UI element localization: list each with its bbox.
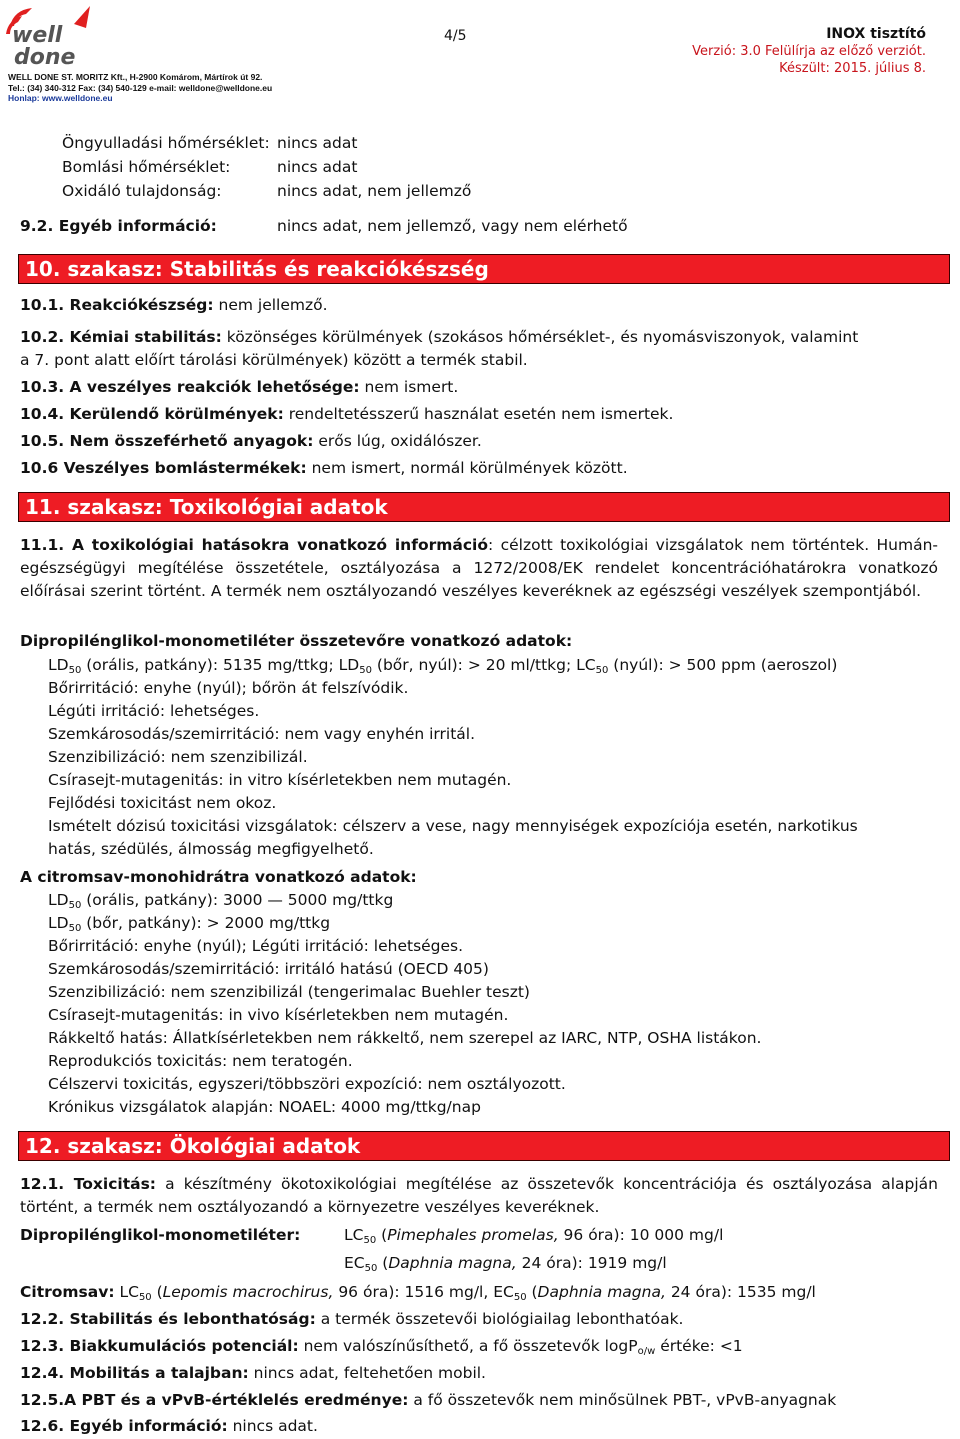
dpm-heading: Dipropilénglikol-monometiléter összetevőre vonatkozó adatok: [20, 632, 573, 650]
s10-4: 10.4. Kerülendő körülmények: rendeltetésszerű használat esetén nem ismertek. [20, 405, 674, 423]
eco-dpm-lc50: $LC_{50}$ (Pimephales promelas, 96 óra): 10 000 mg/l [344, 1226, 724, 1246]
citric-heading: A citromsav-monohidrátra vonatkozó adatok: [20, 868, 417, 886]
s10-2-cont: a 7. pont alatt előírt tárolási körülmények) között a termék stabil. [20, 351, 528, 369]
s12-5: 12.5.A PBT és a vPvB-értéklelés eredménye: a fő összetevők nem minősülnek PBT-, vPvB-anyagnak [20, 1391, 837, 1409]
eco-dpm-ec50: $EC_{50}$ (Daphnia magna, 24 óra): 1919 mg/l [344, 1254, 667, 1274]
prop-label: Öngyulladási hőmérséklet: [62, 134, 270, 152]
citric-line: Szenzibilizáció: nem szenzibilizál (tengerimalac Buehler teszt) [48, 983, 530, 1001]
company-address: WELL DONE ST. MORITZ Kft., H-2900 Komárom, Mártírok út 92. [8, 72, 263, 82]
s10-5: 10.5. Nem összeférhető anyagok: erős lúg, oxidálószer. [20, 432, 482, 450]
dpm-line: Csírasejt-mutagenitás: in vitro kísérletekben nem mutagén. [48, 771, 512, 789]
product-name: INOX tisztító [826, 26, 926, 42]
page-number: 4/5 [444, 28, 467, 44]
company-contact: Tel.: (34) 340-312 Fax: (34) 540-129 e-mail: welldone@welldone.eu [8, 82, 273, 93]
section-10-header: 10. szakasz: Stabilitás és reakciókészség [18, 254, 950, 284]
citric-ld50-oral: $LD_{50}$ (orális, patkány): 3000 — 5000 mg/ttkg [48, 891, 394, 911]
prop-value: nincs adat [277, 158, 358, 176]
dpm-line: Ismételt dózisú toxicitási vizsgálatok: célszerv a vese, nagy mennyiségek expozíciója esetén, narkotikus [48, 817, 858, 835]
s12-4: 12.4. Mobilitás a talajban: nincs adat, feltehetően mobil. [20, 1364, 486, 1382]
s92-label: 9.2. Egyéb információ: [20, 217, 217, 235]
citric-ld50-skin: $LD_{50}$ (bőr, patkány): > 2000 mg/ttkg [48, 914, 331, 934]
s92-value: nincs adat, nem jellemző, vagy nem elérhető [277, 217, 628, 235]
s10-1: 10.1. Reakciókészség: nem jellemző. [20, 296, 328, 314]
eco-dpm-label: Dipropilénglikol-monometiléter: [20, 1226, 301, 1244]
dpm-line: Bőrirritáció: enyhe (nyúl); bőrön át felszívódik. [48, 679, 409, 697]
issue-date: Készült: 2015. július 8. [779, 61, 926, 76]
citric-line: Krónikus vizsgálatok alapján: NOAEL: 4000 mg/ttkg/nap [48, 1098, 481, 1116]
company-website: Honlap: www.welldone.eu [8, 93, 113, 103]
document-header [692, 26, 926, 77]
citric-line: Szemkárosodás/szemirritáció: irritáló hatású (OECD 405) [48, 960, 489, 978]
section-11-header: 11. szakasz: Toxikológiai adatok [18, 492, 950, 522]
citric-line: Rákkeltő hatás: Állatkísérletekben nem rákkeltő, nem szerepel az IARC, NTP, OSHA listákon. [48, 1029, 762, 1047]
s12-6: 12.6. Egyéb információ: nincs adat. [20, 1417, 318, 1435]
version-info: Verzió: 3.0 Felülírja az előző verziót. [692, 44, 926, 59]
dpm-line: Fejlődési toxicitást nem okoz. [48, 794, 277, 812]
dpm-ld50-line: $LD_{50}$ (orális, patkány): 5135 mg/ttkg; $LD_{50}$ (bőr, nyúl): > 20 ml/ttkg; $LC_{50}$ (nyúl): > 500 ppm (aeroszol) [48, 656, 838, 676]
s12-2: 12.2. Stabilitás és lebonthatóság: a termék összetevői biológiailag lebonthatóak. [20, 1310, 684, 1328]
dpm-line: Szemkárosodás/szemirritáció: nem vagy enyhén irritál. [48, 725, 476, 743]
prop-label: Bomlási hőmérséklet: [62, 158, 231, 176]
citric-line: Bőrirritáció: enyhe (nyúl); Légúti irritáció: lehetséges. [48, 937, 464, 955]
dpm-line: Szenzibilizáció: nem szenzibilizál. [48, 748, 308, 766]
dpm-line: hatás, szédülés, álmosság megfigyelhető. [48, 840, 374, 858]
eco-citric-line: Citromsav: $LC_{50}$ (Lepomis macrochirus, 96 óra): 1516 mg/l, $EC_{50}$ (Daphnia magna, 24 óra): 1535 mg/l [20, 1283, 816, 1303]
s10-2: 10.2. Kémiai stabilitás: közönséges körülmények (szokásos hőmérséklet-, és nyomásviszonyok, valamint [20, 328, 859, 346]
logo-text-well: well [12, 23, 63, 48]
well-done-logo [4, 4, 100, 68]
s11-1-paragraph: 11.1. A toxikológiai hatásokra vonatkozó információ: célzott toxikológiai vizsgálatok nem történtek. Humán-egészségügyi megítélése összetétele, osztályozása a 1272/2008/EK rendelet koncentrációhatárokra vonatkozó előírásai szerint történt. A termék nem osztályozandó veszélyes keveréknek az egészségi veszélyek szempontjából. [20, 536, 938, 600]
company-info [8, 72, 272, 104]
s12-1-paragraph: 12.1. Toxicitás: a készítmény ökotoxikológiai megítélése az összetevők koncentrációja és osztályozása alapján történt, a termék nem osztályozandó a környezetre veszélyes keveréknek. [20, 1175, 939, 1216]
citric-line: Célszervi toxicitás, egyszeri/többszöri expozíció: nem osztályozott. [48, 1075, 566, 1093]
logo-text-done: done [14, 45, 76, 68]
citric-line: Csírasejt-mutagenitás: in vivo kísérletekben nem mutagén. [48, 1006, 509, 1024]
section-12-header: 12. szakasz: Ökológiai adatok [18, 1131, 950, 1161]
prop-value: nincs adat, nem jellemző [277, 182, 472, 200]
prop-value: nincs adat [277, 134, 358, 152]
dpm-line: Légúti irritáció: lehetséges. [48, 702, 260, 720]
s10-3: 10.3. A veszélyes reakciók lehetősége: nem ismert. [20, 378, 459, 396]
citric-line: Reprodukciós toxicitás: nem teratogén. [48, 1052, 353, 1070]
s10-6: 10.6 Veszélyes bomlástermékek: nem ismert, normál körülmények között. [20, 459, 628, 477]
s12-3: 12.3. Biakkumulációs potenciál: nem valószínűsíthető, a fő összetevők logP$_{o/w}$ értéke: <1 [20, 1337, 743, 1357]
prop-label: Oxidáló tulajdonság: [62, 182, 222, 200]
